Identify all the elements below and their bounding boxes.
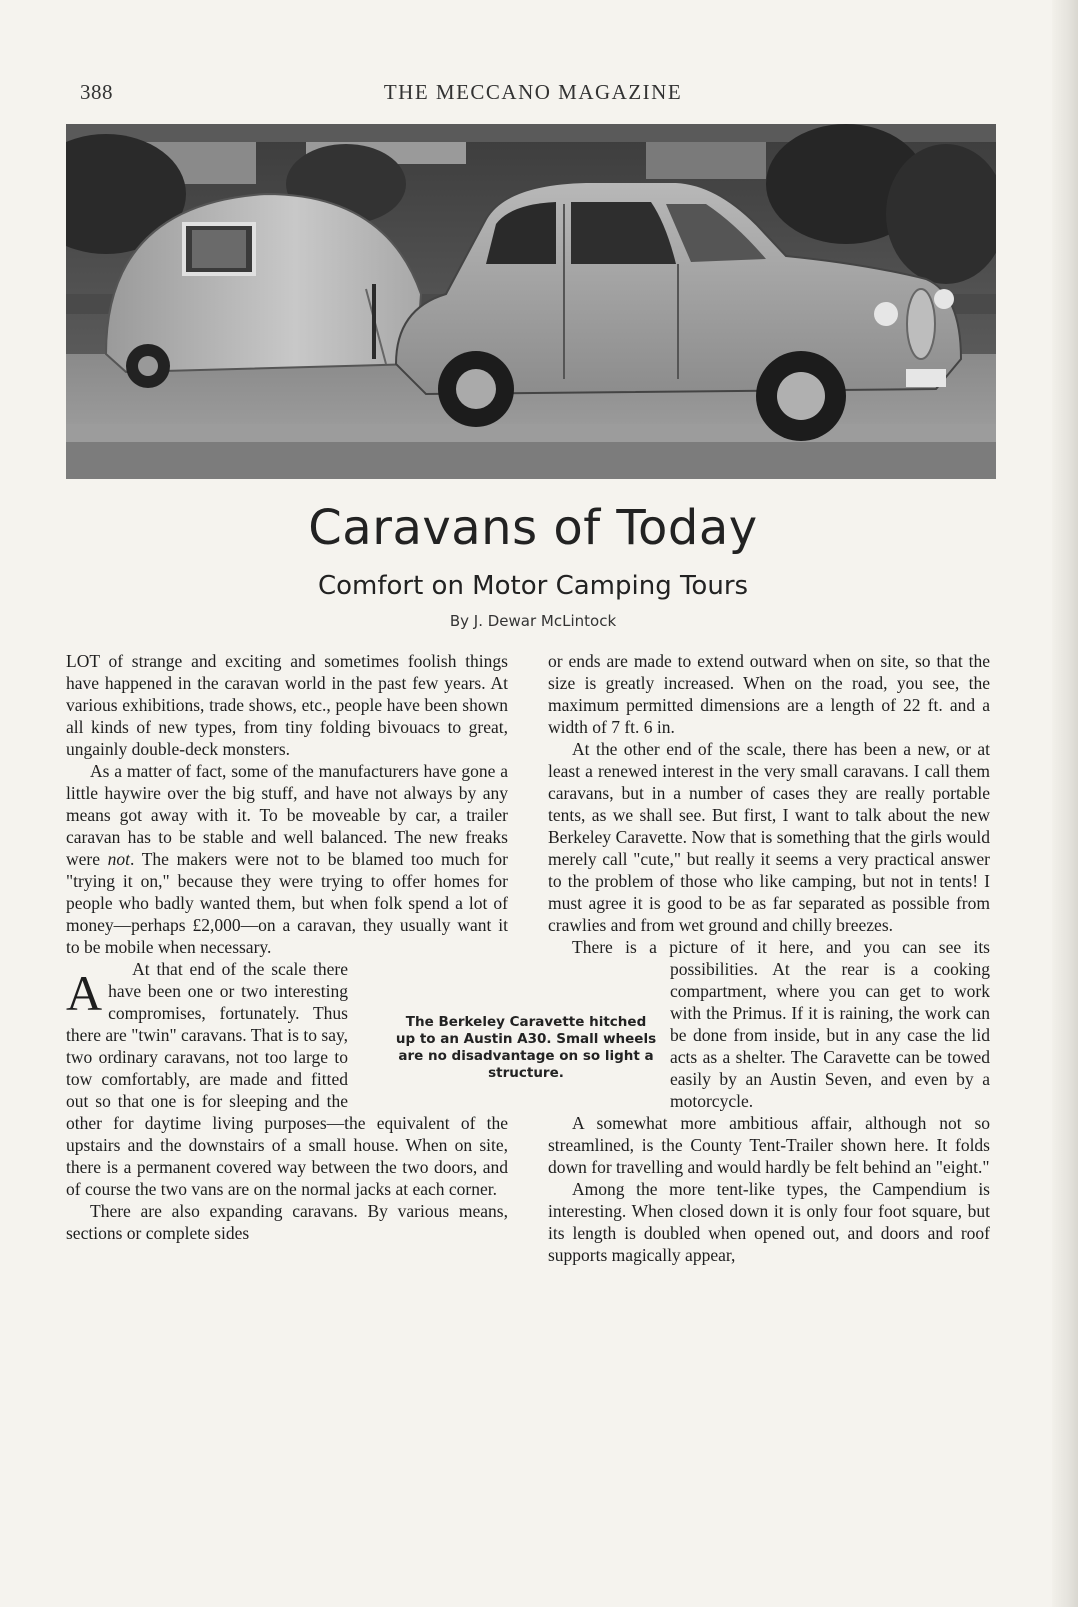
page-edge xyxy=(1052,0,1078,1607)
caption-wrap xyxy=(548,970,670,1103)
drop-cap: A xyxy=(66,965,103,1021)
paragraph: At the other end of the scale, there has been a new, or at least a renewed interest in the very small caravans. I call them caravans, but in a number of cases they are really portable tents, as we shall see. But first, I want to talk about the new Berkeley Caravette. Now that is something that the girls would merely call "cute," but really it seems a very practical answer to the problem of those who like camping, but not in tents! I must agree it is good to be as far separated as possible from crawlies and from wet ground and chilly breezes. xyxy=(548,739,990,935)
article-title: Caravans of Today xyxy=(308,500,758,556)
paragraph: As a matter of fact, some of the manufacturers have gone a little haywire over the big stuff, and have not always by any means got away with it. To be moveable by car, a trailer caravan has to be stable and well balanced. The new freaks were not. The makers were not to be blamed too much for "trying it on," because they were trying to offer homes for people who badly wanted them, but when folk spend a lot of money—perhaps £2,000—on a caravan, they usually want it to be mobile when necessary. xyxy=(66,761,508,957)
article-byline: By J. Dewar McLintock xyxy=(449,612,617,630)
left-column xyxy=(66,650,508,1244)
page-number: 388 xyxy=(80,80,113,104)
photo-caption: The Berkeley Caravette hitched up to an Austin A30. Small wheels are no disadvantage on so light a structure. xyxy=(395,1014,657,1081)
paragraph: or ends are made to extend outward when on site, so that the size is greatly increased. When on the road, you see, the maximum permitted dimensions are a length of 22 ft. and a width of 7 ft. 6 in. xyxy=(548,651,990,737)
paragraph: There is a picture of it here, and you can see its possibilities. At the rear is a cooking compartment, where you can get to work with the Primus. If it is raining, the work can be done from inside, but in any case the lid acts as a shelter. The Caravette can be towed easily by an Austin Seven, and even by a motorcycle. xyxy=(572,937,990,1111)
paragraph: A LOT of strange and exciting and sometimes foolish things have happened in the caravan world in the past few years. At various exhibitions, trade shows, etc., people have been shown all kinds of new types, from tiny folding bivouacs to great, ungainly double-deck monsters. xyxy=(66,651,508,1021)
paragraph: A somewhat more ambitious affair, although not so streamlined, is the County Tent-Trailer shown here. It folds down for travelling and would hardly be felt behind an "eight." xyxy=(548,1113,990,1177)
paragraph: Among the more tent-like types, the Campendium is interesting. When closed down it is only four foot square, but its length is doubled when opened out, and doors and roof supports magically appear, xyxy=(548,1179,990,1265)
article-subtitle: Comfort on Motor Camping Tours xyxy=(317,571,749,601)
right-column xyxy=(548,650,990,1266)
photo-caravan-and-car xyxy=(66,124,996,479)
magazine-title: THE MECCANO MAGAZINE xyxy=(383,80,683,104)
caption-wrap xyxy=(348,970,508,1103)
paragraph: At that end of the scale there have been one or two interesting compromises, fortunately. Thus there are "twin" caravans. That is to say, two ordinary caravans, not too large to tow comfortably, are made and fitted out so that one is for sleeping and the other for daytime living purposes—the equivalent of the upstairs and the downstairs of a small house. When on site, there is a permanent covered way between the two doors, and of course the two vans are on the normal jacks at each corner. xyxy=(66,959,508,1199)
paragraph: There are also expanding caravans. By various means, sections or complete sides xyxy=(66,1201,508,1243)
